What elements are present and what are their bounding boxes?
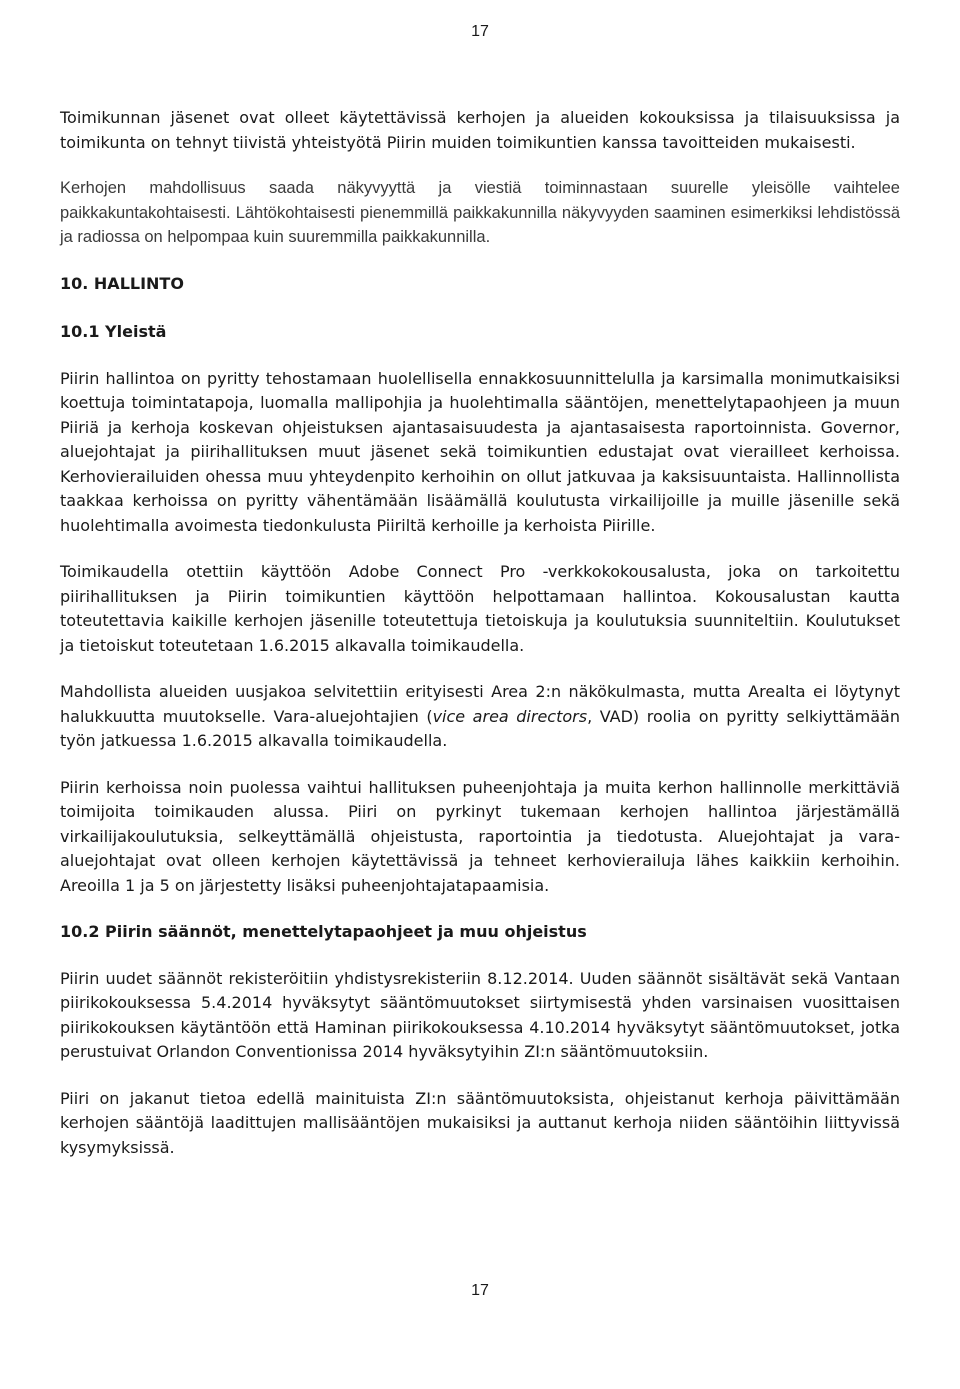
page-number-bottom: 17: [471, 1282, 489, 1299]
paragraph-adobe-connect: Toimikaudella otettiin käyttöön Adobe Connect Pro -verkkokokousalusta, joka on tarkoitettu piirihallituksen ja Piirin toimikuntien käyttöön helpottamaan hallintoa. Kokousalustan kautta toteutettavia kaikille kerhojen jäsenille toteutettuja tietoiskuja ja koulutuksia suunniteltiin. Koulutukset ja tietoiskut toteutetaan 1.6.2015 alkavalla toimikaudella.: [60, 562, 900, 655]
paragraph-area-division: [60, 680, 900, 754]
paragraph-visibility: Kerhojen mahdollisuus saada näkyvyyttä ja viestiä toiminnastaan suurelle yleisölle vaihtelee paikkakuntakohtaisesti. Lähtökohtaisesti pienemmillä paikkakunnilla näkyvyyden saaminen esimerkiksi lehdistössä ja radiossa on helpompaa kuin suuremmilla paikkakunnilla.: [60, 179, 900, 246]
paragraph-area-division-text-1: Mahdollista alueiden uusjakoa selvitettiin erityisesti Area 2:n näkökulmasta, mutta Arealta ei löytynyt halukkuutta muutokselle. Vara-aluejohtajien (: [60, 682, 900, 726]
paragraph-administration: Piirin hallintoa on pyritty tehostamaan huolellisella ennakkosuunnittelulla ja karsimalla monimutkaisiksi koettuja toimintatapoja, luomalla mallipohjia ja huolehtimalla sääntöjen, menettelytapaohjeen ja muun Piiriä ja kerhoja koskevan ohjeistuksen ajantasaisuudesta ja ajantasaisesta raportoinnista. Governor, aluejohtajat ja piirihallituksen muut jäsenet sekä toimikuntien edustajat ovat vierailleet kerhoissa. Kerhovierailuiden ohessa muu yhteydenpito kerhoihin on ollut jatkuvaa ja kaksisuuntaista. Hallinnollista taakkaa kerhoissa on pyritty vähentämään lisäämällä koulutusta virkailijoille ja muille jäsenille sekä huolehtimalla avoimesta tiedonkulusta Piiriltä kerhoille ja kerhoista Piirille.: [60, 368, 900, 535]
heading-saannot: 10.2 Piirin säännöt, menettelytapaohjeet ja muu ohjeistus: [60, 922, 587, 941]
paragraph-committee: Toimikunnan jäsenet ovat olleet käytettävissä kerhojen ja alueiden kokouksissa ja tilaisuuksissa ja toimikunta on tehnyt tiivistä yhteistyötä Piirin muiden toimikuntien kanssa tavoitteiden mukaisesti.: [60, 108, 900, 152]
paragraph-area-division-text-2: , VAD) roolia on pyritty selkiyttämään työn jatkuessa 1.6.2015 alkavalla toimikaudella.: [60, 706, 901, 750]
page-content: [60, 106, 900, 1160]
page-number-top: 17: [471, 23, 489, 40]
heading-hallinto: 10. HALLINTO: [60, 273, 184, 293]
paragraph-rules-info: Piiri on jakanut tietoa edellä mainituista ZI:n sääntömuutoksista, ohjeistanut kerhoja päivittämään kerhojen sääntöjä laadittujen mallisääntöjen mukaisiksi ja auttanut kerhoja niiden sääntöihin liittyvissä kysymyksissä.: [60, 1088, 900, 1157]
heading-yleista: 10.1 Yleistä: [60, 322, 167, 341]
paragraph-area-division-italic: vice area directors: [432, 706, 588, 726]
paragraph-rules-registered: Piirin uudet säännöt rekisteröitiin yhdistysrekisteriin 8.12.2014. Uuden säännöt sisältävät sekä Vantaan piirikokouksessa 5.4.2014 hyväksytyt sääntömuutokset siirtymisestä yhden varsinaisen vuosittaisen piirikokouksen käytäntöön että Haminan piirikokouksessa 4.10.2014 hyväksytyt sääntömuutokset, jotka perustuivat Orlandon Conventionissa 2014 hyväksytyihin ZI:n sääntömuutoksiin.: [60, 968, 900, 1061]
paragraph-club-leadership: Piirin kerhoissa noin puolessa vaihtui hallituksen puheenjohtaja ja muita kerhon hallinnolle merkittäviä toimijoita toimikauden alussa. Piiri on pyrkinyt tukemaan kerhojen hallintoa järjestämällä virkailijakoulutuksia, selkeyttämällä ohjeistusta, raportointia ja tiedotusta. Aluejohtajat ja vara-aluejohtajat ovat olleen kerhojen käytettävissä ja tehneet kerhovierailuja lähes kaikkiin kerhoihin. Areoilla 1 ja 5 on järjestetty lisäksi puheenjohtajatapaamisia.: [60, 777, 900, 895]
